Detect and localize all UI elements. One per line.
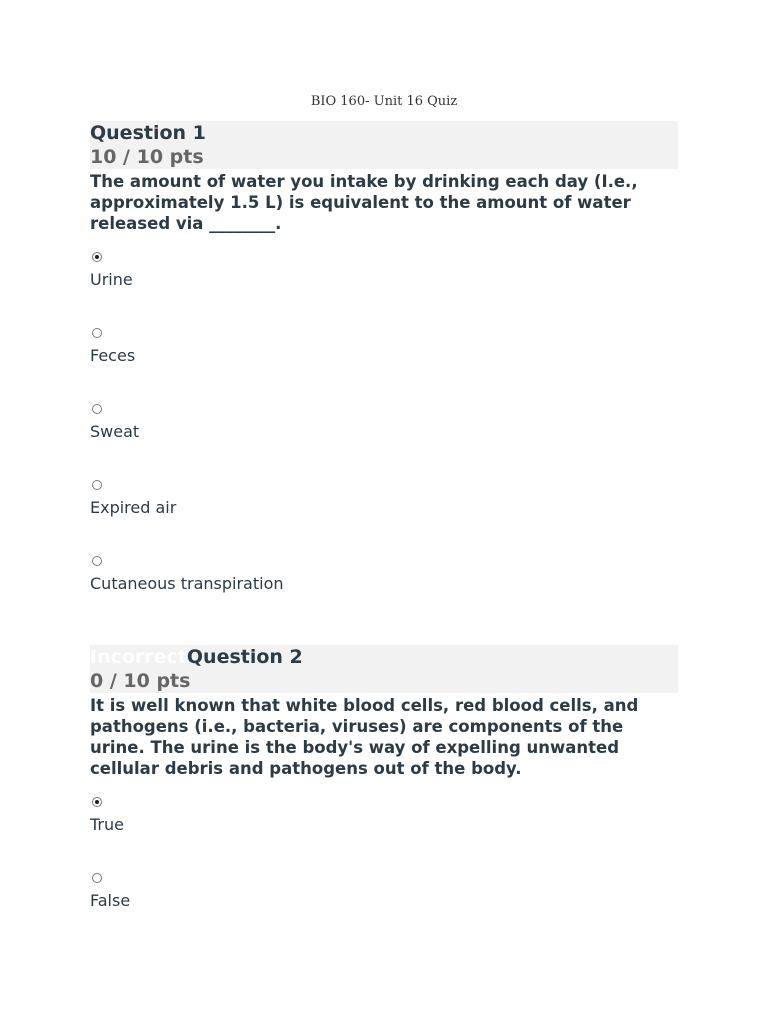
answer-option-urine[interactable] [90, 242, 678, 318]
answer-option-sweat[interactable] [90, 394, 678, 470]
question-header [90, 121, 678, 169]
answer-option-feces[interactable] [90, 318, 678, 394]
incorrect-badge: Incorrect [90, 646, 187, 668]
radio-icon[interactable] [92, 556, 102, 566]
answer-label: False [90, 891, 131, 910]
answer-label: Cutaneous transpiration [90, 574, 284, 593]
answer-option-true[interactable] [90, 787, 678, 863]
question-points: 10 / 10 pts [90, 146, 204, 168]
answer-label: Feces [90, 346, 136, 365]
answer-list [90, 242, 678, 622]
question-title: Question 1 [90, 122, 206, 144]
question-1 [90, 121, 678, 622]
answer-label: True [90, 815, 124, 834]
answer-label: Sweat [90, 422, 140, 441]
question-2 [90, 645, 678, 939]
answer-option-expired-air[interactable] [90, 470, 678, 546]
answer-label: Expired air [90, 498, 177, 517]
radio-icon[interactable] [92, 404, 102, 414]
radio-icon[interactable] [92, 328, 102, 338]
radio-selected-icon[interactable] [92, 252, 102, 262]
question-title: Question 2 [186, 646, 303, 668]
answer-option-cutaneous-transpiration[interactable] [90, 546, 678, 622]
question-text: It is well known that white blood cells, red blood cells, and pathogens (i.e., bacteria, viruses) are components of the urine. The urine is the body's way of expelling unwanted cellular debris and pathogens out of the body. [90, 696, 639, 778]
answer-list [90, 787, 678, 939]
question-text: The amount of water you intake by drinking each day (I.e., approximately 1.5 L) is equivalent to the amount of water released via ________. [90, 172, 638, 233]
answer-label: Urine [90, 270, 133, 289]
radio-selected-icon[interactable] [92, 797, 102, 807]
document-title: BIO 160- Unit 16 Quiz [310, 94, 458, 109]
radio-icon[interactable] [92, 480, 102, 490]
question-header [90, 645, 678, 693]
answer-option-false[interactable] [90, 863, 678, 939]
question-points: 0 / 10 pts [90, 670, 191, 692]
radio-icon[interactable] [92, 873, 102, 883]
